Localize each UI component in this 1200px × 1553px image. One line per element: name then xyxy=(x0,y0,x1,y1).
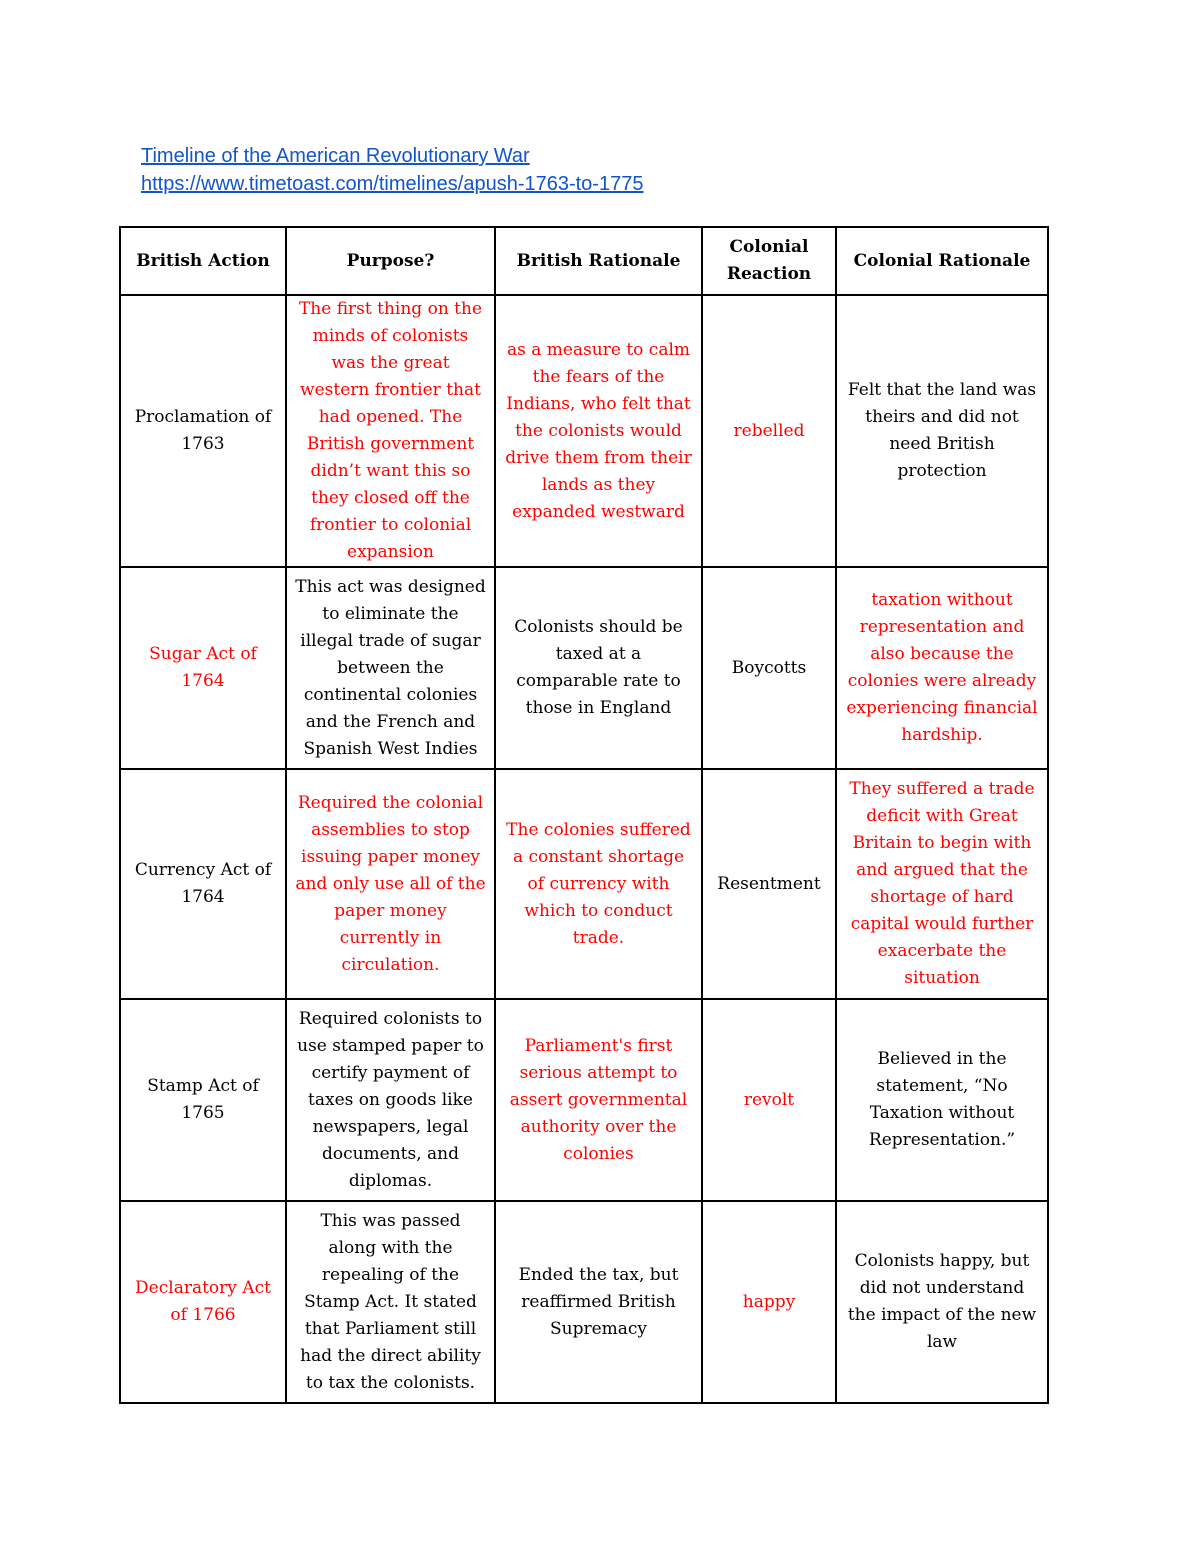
table-row xyxy=(120,769,1048,999)
timetoast-url-link[interactable]: https://www.timetoast.com/timelines/apush-1763-to-1775 xyxy=(141,173,644,195)
cell-action: Sugar Act of 1764 xyxy=(120,567,286,769)
cell-purpose: The first thing on the minds of colonists was the great western frontier that had opened. The British government didn’t want this so they closed off the frontier to colonial expansion xyxy=(286,295,495,567)
column-header-british-action: British Action xyxy=(120,227,286,295)
table-row xyxy=(120,295,1048,567)
table-row xyxy=(120,1201,1048,1403)
column-header-colonial-reaction: Colonial Reaction xyxy=(702,227,836,295)
cell-action: Proclamation of 1763 xyxy=(120,295,286,567)
cell-reaction: rebelled xyxy=(702,295,836,567)
cell-colonial-rationale: Colonists happy, but did not understand the impact of the new law xyxy=(836,1201,1048,1403)
column-header-colonial-rationale: Colonial Rationale xyxy=(836,227,1048,295)
cell-purpose: Required colonists to use stamped paper to certify payment of taxes on goods like newspapers, legal documents, and diplomas. xyxy=(286,999,495,1201)
cell-reaction: Boycotts xyxy=(702,567,836,769)
cell-reaction: revolt xyxy=(702,999,836,1201)
cell-purpose: This act was designed to eliminate the illegal trade of sugar between the continental colonies and the French and Spanish West Indies xyxy=(286,567,495,769)
cell-colonial-rationale: Felt that the land was theirs and did not need British protection xyxy=(836,295,1048,567)
cell-action: Currency Act of 1764 xyxy=(120,769,286,999)
column-header-purpose: Purpose? xyxy=(286,227,495,295)
table-header-row xyxy=(120,227,1048,295)
cell-british-rationale: Ended the tax, but reaffirmed British Supremacy xyxy=(495,1201,702,1403)
cell-colonial-rationale: They suffered a trade deficit with Great Britain to begin with and argued that the shortage of hard capital would further exacerbate the situation xyxy=(836,769,1048,999)
timeline-title-link[interactable]: Timeline of the American Revolutionary War xyxy=(141,145,530,167)
cell-british-rationale: Parliament's first serious attempt to assert governmental authority over the colonies xyxy=(495,999,702,1201)
cell-action: Stamp Act of 1765 xyxy=(120,999,286,1201)
column-header-british-rationale: British Rationale xyxy=(495,227,702,295)
cell-british-rationale: The colonies suffered a constant shortage of currency with which to conduct trade. xyxy=(495,769,702,999)
cell-colonial-rationale: Believed in the statement, “No Taxation without Representation.” xyxy=(836,999,1048,1201)
cell-reaction: happy xyxy=(702,1201,836,1403)
cell-reaction: Resentment xyxy=(702,769,836,999)
timeline-table xyxy=(119,226,1049,1404)
cell-purpose: Required the colonial assemblies to stop issuing paper money and only use all of the paper money currently in circulation. xyxy=(286,769,495,999)
cell-purpose: This was passed along with the repealing of the Stamp Act. It stated that Parliament still had the direct ability to tax the colonists. xyxy=(286,1201,495,1403)
cell-british-rationale: Colonists should be taxed at a comparable rate to those in England xyxy=(495,567,702,769)
cell-british-rationale: as a measure to calm the fears of the Indians, who felt that the colonists would drive them from their lands as they expanded westward xyxy=(495,295,702,567)
cell-action: Declaratory Act of 1766 xyxy=(120,1201,286,1403)
header-links xyxy=(141,142,643,198)
table-row xyxy=(120,567,1048,769)
cell-colonial-rationale: taxation without representation and also because the colonies were already experiencing financial hardship. xyxy=(836,567,1048,769)
table-row xyxy=(120,999,1048,1201)
